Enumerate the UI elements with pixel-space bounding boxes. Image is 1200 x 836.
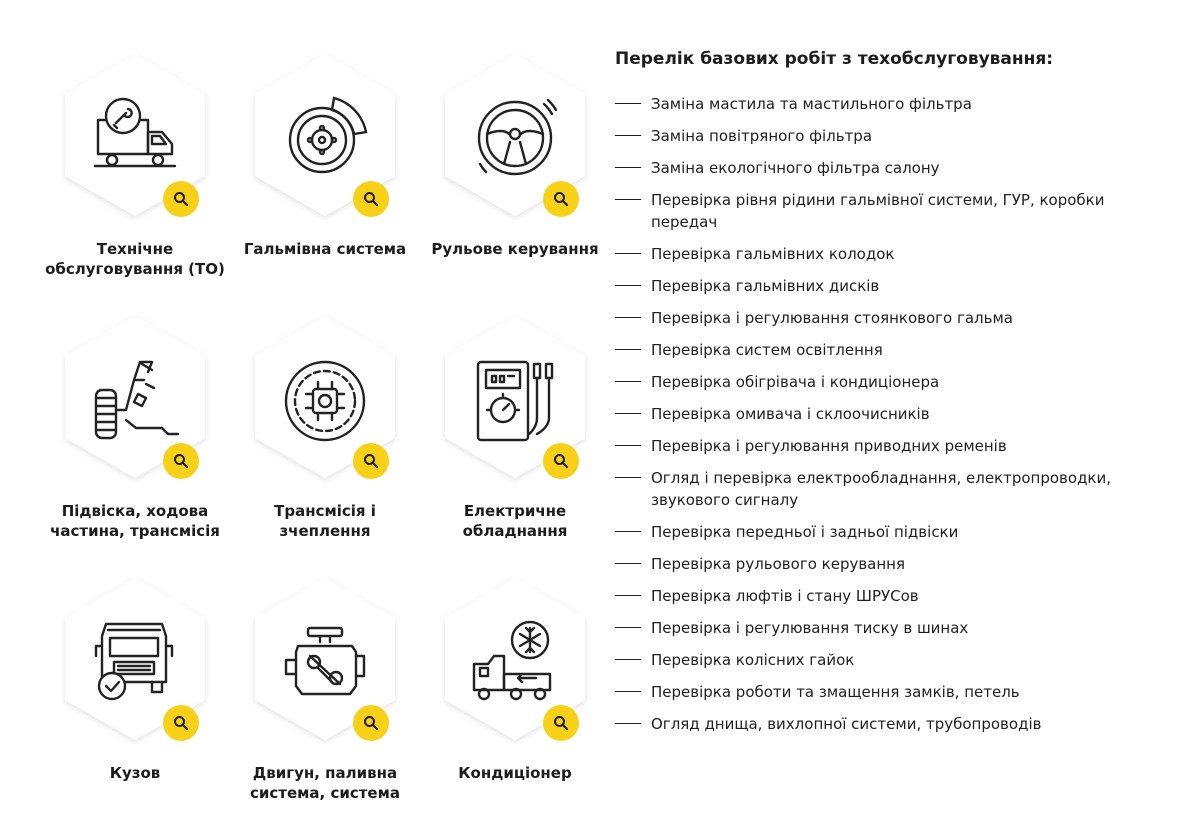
list-item-text: Заміна повітряного фільтра: [651, 127, 873, 145]
multimeter-icon: [470, 354, 560, 444]
list-item: [615, 157, 1175, 179]
zoom-button[interactable]: [543, 705, 579, 741]
service-tile[interactable]: [40, 312, 230, 574]
list-item-text: Перевірка передньої і задньої підвіски: [651, 523, 959, 541]
service-tile[interactable]: [230, 312, 420, 574]
steering-wheel-icon: [470, 92, 560, 182]
list-item-text: Перевірка і регулювання приводних ременів: [651, 437, 1007, 455]
list-item: [615, 713, 1175, 735]
service-label: Трансмісія і зчеплення: [274, 502, 376, 540]
list-item-text: Перевірка обігрівача і кондиціонера: [651, 373, 940, 391]
dash-marker: [615, 659, 641, 660]
zoom-button[interactable]: [163, 705, 199, 741]
list-item: [615, 93, 1175, 115]
search-icon: [553, 453, 569, 469]
service-label: Електричне обладнання: [462, 502, 568, 540]
dash-marker: [615, 285, 641, 286]
search-icon: [173, 453, 189, 469]
dash-marker: [615, 477, 641, 478]
list-item: [615, 403, 1175, 425]
service-tile[interactable]: [40, 50, 230, 312]
truck-maintenance-icon: [90, 92, 180, 182]
search-icon: [553, 191, 569, 207]
list-item-text: Заміна мастила та мастильного фільтра: [651, 95, 972, 113]
service-label: Технічне обслуговування (ТО): [45, 240, 225, 278]
list-item-text: Перевірка гальмівних дисків: [651, 277, 880, 295]
service-label: Гальмівна система: [243, 240, 407, 258]
dash-marker: [615, 413, 641, 414]
list-item: [615, 371, 1175, 393]
service-label: Кондиціонер: [458, 764, 572, 782]
list-item: [615, 585, 1175, 607]
dash-marker: [615, 253, 641, 254]
services-grid: [40, 50, 610, 800]
list-item: [615, 125, 1175, 147]
list-item: [615, 681, 1175, 703]
service-label: Рульове керування: [431, 240, 599, 258]
search-icon: [173, 191, 189, 207]
dash-marker: [615, 445, 641, 446]
works-list: [615, 93, 1175, 735]
list-item-text: Огляд і перевірка електрообладнання, електропроводки, звукового сигналу: [651, 469, 1112, 509]
engine-icon: [280, 616, 370, 706]
dash-marker: [615, 103, 641, 104]
dash-marker: [615, 563, 641, 564]
list-item-text: Перевірка колісних гайок: [651, 651, 855, 669]
zoom-button[interactable]: [543, 181, 579, 217]
service-tile[interactable]: [230, 50, 420, 312]
list-item: [615, 521, 1175, 543]
zoom-button[interactable]: [353, 705, 389, 741]
list-item-text: Перевірка рівня рідини гальмівної системи, ГУР, коробки передач: [651, 191, 1105, 231]
list-item: [615, 649, 1175, 671]
list-item: [615, 467, 1175, 511]
list-item-text: Перевірка гальмівних колодок: [651, 245, 895, 263]
list-item: [615, 275, 1175, 297]
service-tile[interactable]: [420, 312, 610, 574]
service-tile[interactable]: [420, 574, 610, 836]
list-item-text: Перевірка люфтів і стану ШРУСов: [651, 587, 919, 605]
truck-body-check-icon: [90, 616, 180, 706]
search-icon: [363, 191, 379, 207]
zoom-button[interactable]: [353, 181, 389, 217]
service-tile[interactable]: [40, 574, 230, 836]
list-item: [615, 307, 1175, 329]
list-item: [615, 617, 1175, 639]
dash-marker: [615, 595, 641, 596]
dash-marker: [615, 167, 641, 168]
list-item: [615, 243, 1175, 265]
list-item: [615, 189, 1175, 233]
list-item-text: Перевірка і регулювання стоянкового гальма: [651, 309, 1013, 327]
brake-disc-icon: [280, 92, 370, 182]
list-item-text: Перевірка роботи та змащення замків, петель: [651, 683, 1020, 701]
list-item-text: Перевірка і регулювання тиску в шинах: [651, 619, 969, 637]
list-item-text: Перевірка систем освітлення: [651, 341, 883, 359]
dash-marker: [615, 627, 641, 628]
dash-marker: [615, 317, 641, 318]
zoom-button[interactable]: [163, 181, 199, 217]
dash-marker: [615, 531, 641, 532]
list-item: [615, 339, 1175, 361]
list-item-text: Огляд днища, вихлопної системи, трубопроводів: [651, 715, 1042, 733]
search-icon: [553, 715, 569, 731]
dash-marker: [615, 135, 641, 136]
service-label: Підвіска, ходова частина, трансмісія: [50, 502, 220, 540]
dash-marker: [615, 691, 641, 692]
service-label: Двигун, паливна система, система: [249, 764, 400, 802]
search-icon: [363, 715, 379, 731]
panel-title: Перелік базових робіт з техобслуговування:: [615, 49, 1054, 69]
service-tile[interactable]: [420, 50, 610, 312]
suspension-icon: [90, 354, 180, 444]
service-tile[interactable]: [230, 574, 420, 836]
list-item: [615, 553, 1175, 575]
air-conditioner-truck-icon: [470, 616, 560, 706]
dash-marker: [615, 349, 641, 350]
list-item-text: Перевірка рульового керування: [651, 555, 906, 573]
service-label: Кузов: [109, 764, 161, 782]
zoom-button[interactable]: [543, 443, 579, 479]
clutch-disc-icon: [280, 354, 370, 444]
list-item-text: Заміна екологічного фільтра салону: [651, 159, 940, 177]
list-item: [615, 435, 1175, 457]
dash-marker: [615, 723, 641, 724]
zoom-button[interactable]: [353, 443, 389, 479]
list-item-text: Перевірка омивача і склоочисників: [651, 405, 930, 423]
zoom-button[interactable]: [163, 443, 199, 479]
search-icon: [363, 453, 379, 469]
search-icon: [173, 715, 189, 731]
maintenance-works-panel: [615, 45, 1175, 745]
dash-marker: [615, 381, 641, 382]
dash-marker: [615, 199, 641, 200]
